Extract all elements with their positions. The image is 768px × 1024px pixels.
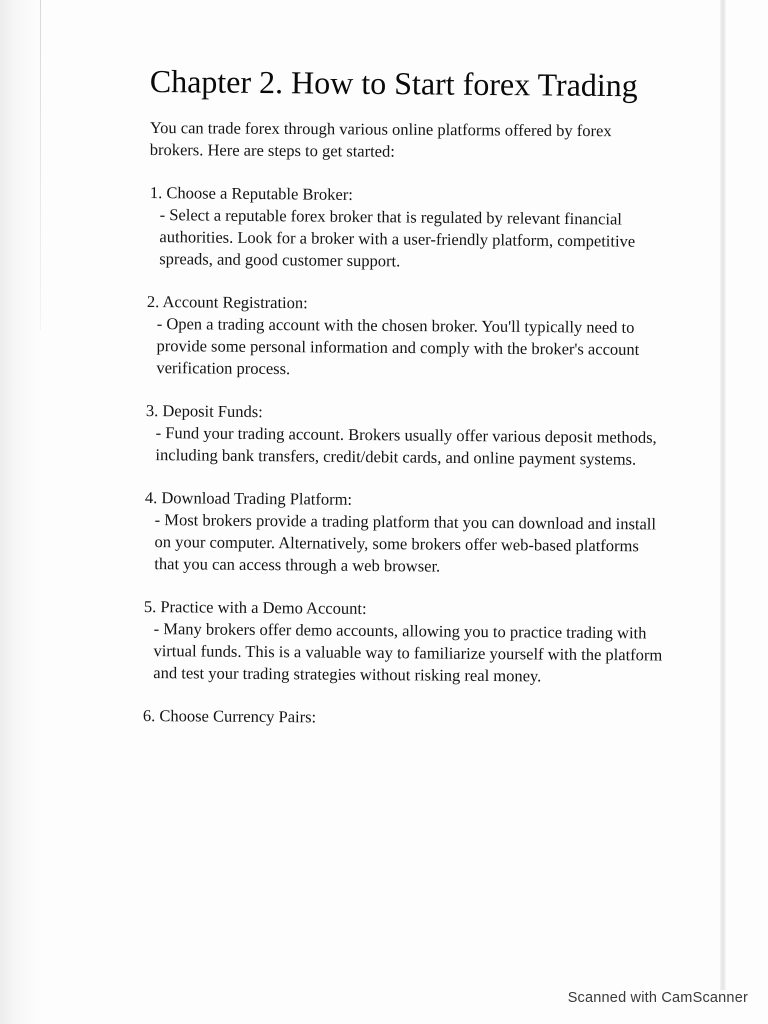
step-heading: 3. Deposit Funds: [145, 400, 263, 422]
step-6 [143, 705, 665, 731]
step-body: - Most brokers provide a trading platform that you can download and install on your computer. Alternatively, some brokers offer web-based platforms that you can access through a web browser. [154, 510, 657, 576]
intro-paragraph: You can trade forex through various online platforms offered by forex brokers. Here are steps to get started: [149, 117, 612, 161]
step-body: - Fund your trading account. Brokers usually offer various deposit methods, including bank transfers, credit/debit cards, and online payment systems. [155, 423, 657, 469]
page-right-edge-shadow [720, 0, 726, 990]
chapter-title: Chapter 2. How to Start forex Trading [149, 62, 638, 104]
page-left-shadow [0, 0, 40, 1024]
camscanner-watermark: Scanned with CamScanner [567, 990, 748, 1006]
page-left-edge-line [40, 0, 41, 330]
document-content [142, 62, 665, 727]
step-body: - Select a reputable forex broker that is regulated by relevant financial authorities. Look for a broker with a user-friendly platform, competitive spreads, and good customer support. [159, 205, 636, 271]
step-heading: 2. Account Registration: [146, 291, 308, 313]
step-heading: 4. Download Trading Platform: [144, 487, 353, 509]
step-heading: 6. Choose Currency Pairs: [142, 705, 317, 727]
step-2 [146, 291, 665, 383]
step-5 [143, 596, 665, 689]
step-body: - Open a trading account with the chosen broker. You'll typically need to provide some personal information and comply with the broker's account verification process. [156, 314, 640, 379]
step-body: - Many brokers offer demo accounts, allowing you to practice trading with virtual funds. This is a valuable way to familiarize yourself with the platform and test your trading strategies without risking real money. [153, 619, 663, 686]
step-3 [145, 400, 665, 471]
step-heading: 5. Practice with a Demo Account: [143, 596, 367, 618]
step-1 [149, 182, 665, 275]
step-4 [144, 487, 665, 580]
step-heading: 1. Choose a Reputable Broker: [149, 182, 353, 204]
